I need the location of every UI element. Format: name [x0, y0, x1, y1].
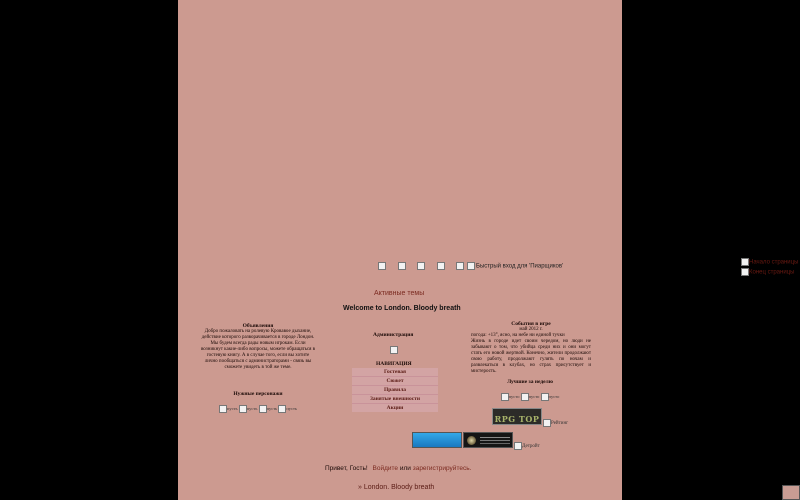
- header-icon-row: [378, 262, 563, 270]
- best-of-week-block: [490, 379, 570, 401]
- rpg-top-text: RPG TOP: [494, 414, 540, 424]
- image-placeholder-icon: [501, 393, 509, 401]
- announcements-title: Объявления: [242, 323, 274, 329]
- administration-title: Администрация: [373, 332, 414, 338]
- arrow-down-icon: [741, 268, 749, 276]
- dark-banner[interactable]: [463, 432, 513, 448]
- events-text: погода: +13°, ясно, на небе ни единой тучки Жизнь в городе идет своим чередом, но люди не забывают о том, что убийца среди них и они могут стать его новой жертвой. Конечно, жители продолжают свою работу, продолжают гулять по ночам и развлекаться в клубах, но страх присутствует и мистерость.: [471, 333, 591, 375]
- announcements-block: [200, 323, 316, 371]
- announcements-text: Добро пожаловать на ролевую Кровавое дыхание, действие которого разворачивается в городе Лондон. Мы будем всегда рады новым игрокам. Если возникнут какие-либо вопросы, можете обращаться в гостевую книгу. А в случае того, если вы хотите лично пообщаться с администраторами - связь вы сможете увидеть в той же теме.: [200, 329, 316, 371]
- header-icon-1[interactable]: [378, 262, 386, 270]
- quick-login-text[interactable]: Быстрый вход для 'Пиарщиков': [476, 263, 564, 270]
- header-icon-2[interactable]: [398, 262, 406, 270]
- page-nav-links: [741, 258, 798, 277]
- navigation-menu: [352, 368, 438, 412]
- needed-characters-images: [205, 405, 311, 413]
- dark-banner-lines: [480, 437, 510, 438]
- rpg-top-banner[interactable]: [492, 408, 542, 425]
- events-date: май 2012 г.: [519, 327, 543, 333]
- blue-banner[interactable]: [412, 432, 462, 448]
- best-player-image[interactable]: пусто: [521, 394, 540, 399]
- best-player-image[interactable]: пусто: [541, 394, 560, 399]
- nav-item-plot[interactable]: Сюжет: [352, 376, 438, 385]
- needed-character-image[interactable]: пусть: [278, 406, 297, 411]
- navigation-title: НАВИГАЦИЯ: [376, 361, 412, 367]
- active-topics-link[interactable]: Активные темы: [374, 290, 425, 297]
- image-placeholder-icon: [259, 405, 267, 413]
- image-placeholder-icon: [514, 442, 522, 450]
- greeting-text: Привет, Гость!: [325, 465, 368, 472]
- header-icon-3[interactable]: [417, 262, 425, 270]
- image-placeholder-icon: [521, 393, 529, 401]
- administration-image-icon: [390, 346, 398, 354]
- header-icon-5[interactable]: [456, 262, 464, 270]
- needed-character-image[interactable]: пусть: [219, 406, 238, 411]
- page-top-link[interactable]: Начало страницы: [741, 258, 798, 268]
- nav-item-guestbook[interactable]: Гостевая: [383, 369, 407, 375]
- scroll-widget[interactable]: [782, 485, 800, 500]
- arrow-up-icon: [741, 258, 749, 266]
- nav-item-rules[interactable]: Правила: [352, 385, 438, 394]
- detroit-banner[interactable]: Детройт: [514, 442, 540, 450]
- header-icon-4[interactable]: [437, 262, 445, 270]
- needed-characters-title: Нужные персонажи: [233, 391, 283, 397]
- rating-banner[interactable]: Рейтинг: [543, 419, 568, 427]
- needed-character-image[interactable]: пусть: [259, 406, 278, 411]
- image-placeholder-icon: [543, 419, 551, 427]
- best-of-week-title: Лучшие за неделю: [507, 379, 553, 385]
- needed-character-image[interactable]: пусть: [239, 406, 258, 411]
- needed-characters-block: [205, 391, 311, 413]
- quick-login-icon[interactable]: [467, 262, 475, 270]
- page-bottom-link[interactable]: Конец страницы: [741, 268, 798, 278]
- guest-greeting: [325, 465, 471, 472]
- dark-banner-emblem: [467, 436, 476, 445]
- nav-item-promotions[interactable]: Акции: [352, 403, 438, 412]
- best-player-image[interactable]: пусто: [501, 394, 520, 399]
- image-placeholder-icon: [239, 405, 247, 413]
- register-link[interactable]: зарегистрируйтесь.: [412, 465, 472, 472]
- image-placeholder-icon: [219, 405, 227, 413]
- image-placeholder-icon: [541, 393, 549, 401]
- nav-item-taken-faces[interactable]: Занятые внешности: [352, 394, 438, 403]
- welcome-title: Welcome to London. Bloody breath: [343, 305, 461, 312]
- breadcrumb[interactable]: » London. Bloody breath: [358, 484, 435, 491]
- events-block: [471, 321, 591, 375]
- best-of-week-images: [490, 393, 570, 401]
- events-title: События в игре: [511, 321, 551, 327]
- or-text: или: [399, 465, 411, 472]
- login-link[interactable]: Войдите: [372, 465, 399, 472]
